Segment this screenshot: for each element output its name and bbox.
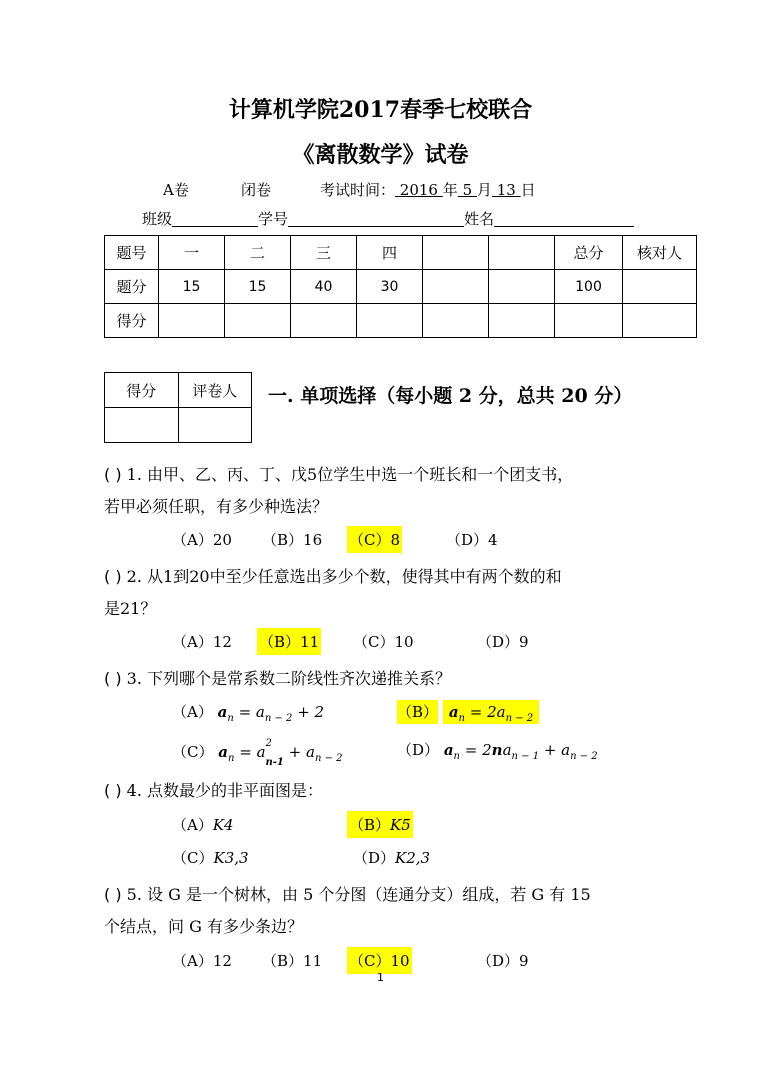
option-value: K5 xyxy=(390,816,411,834)
question-3 xyxy=(104,666,451,689)
q5-option-a[interactable]: （A）12 xyxy=(172,952,232,970)
grader-table xyxy=(104,372,252,443)
student-id-field[interactable] xyxy=(288,210,464,227)
question-1 xyxy=(104,462,573,485)
exam-day: 13 xyxy=(496,181,516,199)
answer-paren[interactable]: ( ) xyxy=(104,465,122,484)
score-entry-cell[interactable] xyxy=(357,304,423,338)
q3-option-d[interactable] xyxy=(397,739,598,762)
cell xyxy=(489,236,555,270)
q4-option-b[interactable] xyxy=(347,811,413,838)
answer-paren[interactable]: ( ) xyxy=(104,781,122,800)
name-field[interactable] xyxy=(494,210,634,227)
cell: 一 xyxy=(159,236,225,270)
question-text: 1. 由甲、乙、丙、丁、戊5位学生中选一个班长和一个团支书， xyxy=(126,465,574,484)
option-label: （C） xyxy=(172,743,214,761)
cell: 三 xyxy=(291,236,357,270)
q3-option-a[interactable] xyxy=(172,701,324,724)
section-title: 一. 单项选择（每小题 2 分，总共 20 分） xyxy=(268,385,633,407)
question-text: 4. 点数最少的非平面图是： xyxy=(126,781,324,800)
score-entry-cell[interactable] xyxy=(423,304,489,338)
cell: 15 xyxy=(159,270,225,304)
q1-option-c[interactable]: （C）8 xyxy=(347,526,402,553)
q3-option-c[interactable] xyxy=(172,739,343,767)
closed-book-label: 闭卷 xyxy=(241,181,272,199)
cell: 得分 xyxy=(105,304,159,338)
exam-month: 5 xyxy=(462,181,473,199)
q5-option-b[interactable]: （B）11 xyxy=(262,952,323,970)
cell: 15 xyxy=(225,270,291,304)
q2-option-a[interactable]: （A）12 xyxy=(172,633,232,651)
cell: 二 xyxy=(225,236,291,270)
q2-option-d[interactable]: （D）9 xyxy=(477,633,529,651)
year-unit: 年 xyxy=(442,181,458,199)
q5-option-d[interactable]: （D）9 xyxy=(477,952,529,970)
question-5 xyxy=(104,882,591,905)
grader-name-cell[interactable] xyxy=(178,408,252,443)
page-number: 1 xyxy=(377,971,384,984)
class-field[interactable] xyxy=(172,210,258,227)
question-4 xyxy=(104,778,323,801)
cell: 总分 xyxy=(555,236,623,270)
cell xyxy=(489,270,555,304)
answer-paren[interactable]: ( ) xyxy=(104,669,122,688)
q1-option-a[interactable]: （A）20 xyxy=(172,531,232,549)
class-label: 班级 xyxy=(142,210,173,228)
cell: 题分 xyxy=(105,270,159,304)
exam-title-line2: 《离散数学》试卷 xyxy=(292,142,469,168)
score-table xyxy=(104,235,697,338)
option-label: （D） xyxy=(353,849,396,867)
option-value: K3,3 xyxy=(213,849,249,867)
grader-score-cell[interactable] xyxy=(105,408,179,443)
cell: 100 xyxy=(555,270,623,304)
option-label: （B） xyxy=(397,700,438,724)
cell xyxy=(623,270,697,304)
day-unit: 日 xyxy=(520,181,536,199)
question-2 xyxy=(104,564,562,587)
student-info-line xyxy=(142,208,634,229)
exam-title-line1: 计算机学院2017春季七校联合 xyxy=(228,97,533,123)
option-label: （C） xyxy=(172,849,214,867)
q2-option-b[interactable]: （B）11 xyxy=(257,628,321,655)
option-label: （A） xyxy=(172,703,213,721)
exam-year: 2016 xyxy=(399,181,438,199)
month-unit: 月 xyxy=(476,181,492,199)
question-1-line2: 若甲必须任职，有多少种选法？ xyxy=(104,497,329,516)
score-table-row-points xyxy=(105,270,697,304)
option-label: （D） xyxy=(397,741,440,759)
score-table-row-header xyxy=(105,236,697,270)
formula-d: $a_n = 2na_{n - 1} + a_{n - 2}$ xyxy=(443,741,598,762)
formula-b: $a_n = 2a_{n - 2}$ xyxy=(443,700,539,724)
score-entry-cell[interactable] xyxy=(623,304,697,338)
q1-option-d[interactable]: （D）4 xyxy=(446,531,498,549)
q1-option-b[interactable]: （B）16 xyxy=(262,531,323,549)
cell: 四 xyxy=(357,236,423,270)
cell: 40 xyxy=(291,270,357,304)
cell xyxy=(423,236,489,270)
q3-option-b[interactable] xyxy=(397,701,539,724)
exam-time-label: 考试时间： xyxy=(320,181,396,199)
cell: 题号 xyxy=(105,236,159,270)
score-entry-cell[interactable] xyxy=(159,304,225,338)
score-entry-cell[interactable] xyxy=(225,304,291,338)
score-entry-cell[interactable] xyxy=(555,304,623,338)
question-2-line2: 是21？ xyxy=(104,599,157,618)
formula-c: $a_n = a^2$ $_{n-1} + a_{n - 2}$ xyxy=(218,738,343,768)
q5-option-c[interactable]: （C）10 xyxy=(347,947,412,974)
grader-name-label: 评卷人 xyxy=(178,373,252,408)
q4-option-a[interactable] xyxy=(172,814,234,835)
exam-time xyxy=(320,179,536,200)
name-label: 姓名 xyxy=(464,210,495,228)
paper-type: A卷 xyxy=(163,181,189,199)
q4-option-d[interactable] xyxy=(353,847,430,868)
option-value: K4 xyxy=(212,816,234,834)
score-entry-cell[interactable] xyxy=(291,304,357,338)
option-label: （B） xyxy=(349,816,391,834)
q4-option-c[interactable] xyxy=(172,847,249,868)
question-text: 3. 下列哪个是常系数二阶线性齐次递推关系？ xyxy=(126,669,452,688)
grader-score-label: 得分 xyxy=(105,373,179,408)
option-label: （A） xyxy=(172,816,213,834)
formula-a: $a_n = a_{n - 2} + 2$ xyxy=(217,703,325,724)
question-text: 5. 设 G 是一个树林，由 5 个分图（连通分支）组成，若 G 有 15 xyxy=(126,885,591,904)
cell: 核对人 xyxy=(623,236,697,270)
question-text: 2. 从1到20中至少任意选出多少个数，使得其中有两个数的和 xyxy=(126,567,562,586)
cell: 30 xyxy=(357,270,423,304)
question-5-line2: 个结点，问 G 有多少条边？ xyxy=(104,917,303,936)
score-entry-cell[interactable] xyxy=(489,304,555,338)
student-id-label: 学号 xyxy=(258,210,289,228)
option-value: K2,3 xyxy=(395,849,431,867)
answer-paren[interactable]: ( ) xyxy=(104,885,122,904)
score-table-row-scores xyxy=(105,304,697,338)
q2-option-c[interactable]: （C）10 xyxy=(353,633,414,651)
cell xyxy=(423,270,489,304)
answer-paren[interactable]: ( ) xyxy=(104,567,122,586)
